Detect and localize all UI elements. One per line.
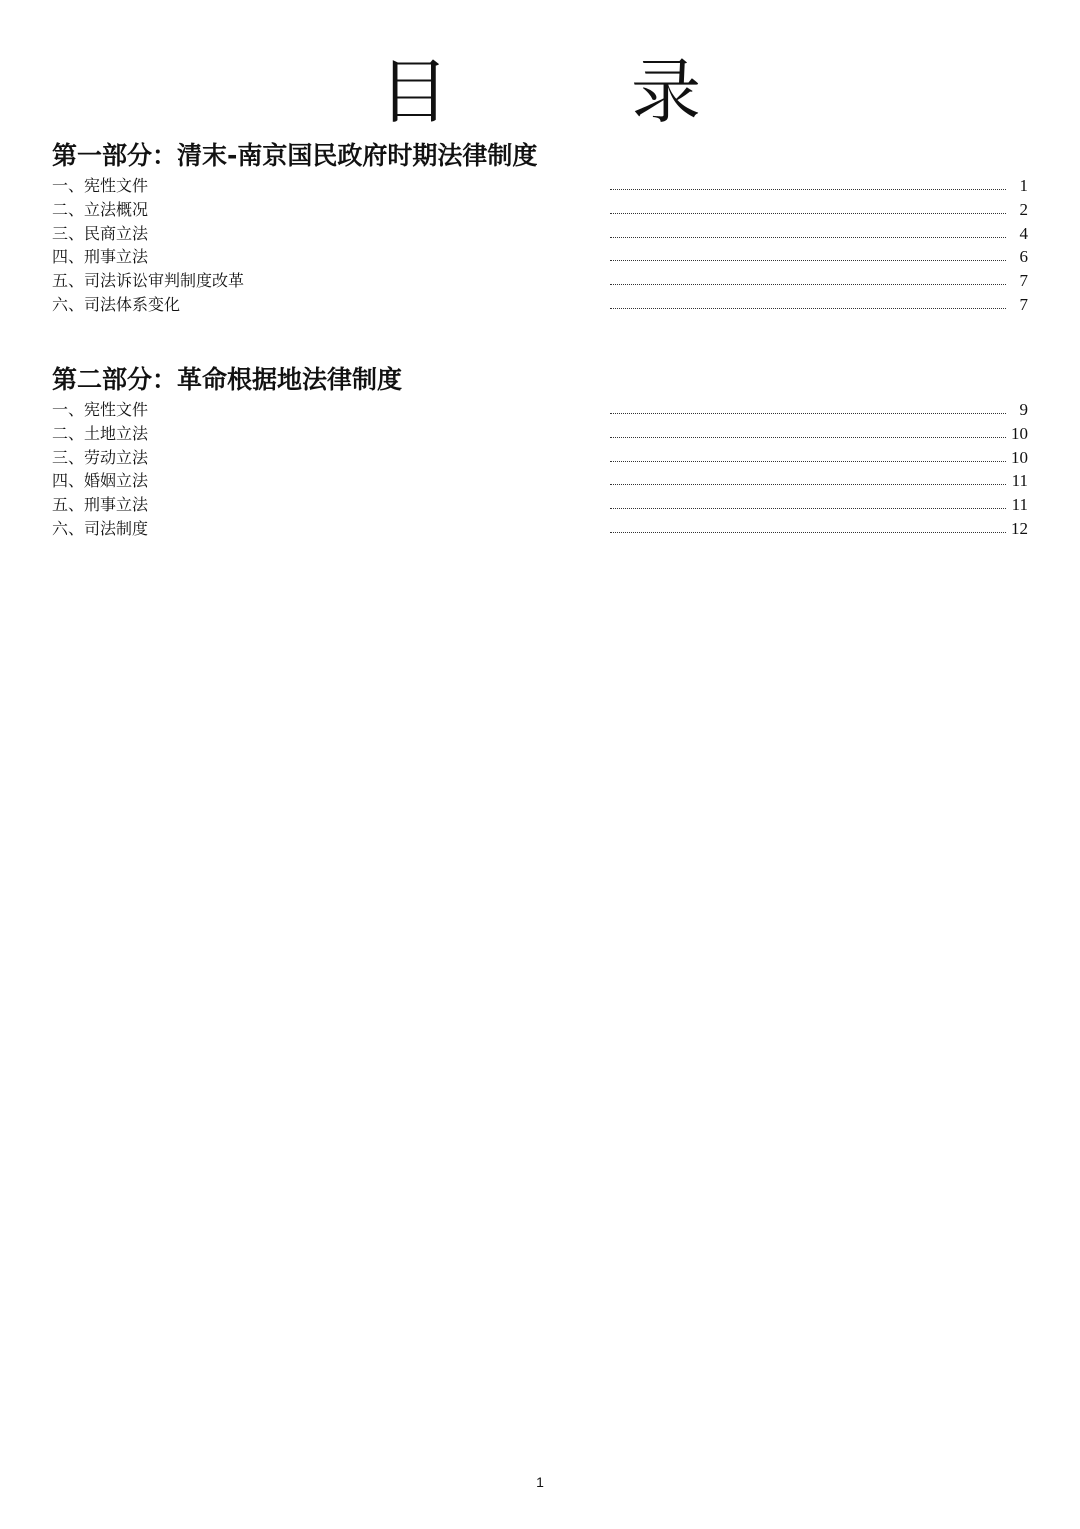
dot-leader [610,308,1006,309]
toc-entry[interactable] [52,446,1028,470]
toc-entry-page: 10 [1011,447,1028,467]
toc-entry-label: 二、土地立法 [52,423,149,443]
toc-entry[interactable] [52,174,1028,198]
toc-section-part-two [52,362,1028,541]
dot-leader [610,413,1006,414]
toc-entry-label: 四、刑事立法 [52,247,149,267]
page-number: 1 [536,1474,544,1490]
dot-leader [610,237,1006,238]
toc-entry-page: 7 [1019,271,1028,291]
dot-leader [610,437,1006,438]
dot-leader [610,484,1006,485]
toc-section-part-one [52,138,1028,317]
toc-entry[interactable] [52,493,1028,517]
toc-entry-label: 一、宪性文件 [52,176,149,195]
toc-entry[interactable] [52,293,1028,317]
dot-leader [610,189,1006,190]
toc-entry-page: 1 [1019,176,1028,195]
toc-entry-page: 10 [1011,423,1028,443]
toc-entry[interactable] [52,198,1028,222]
toc-entry-label: 五、司法诉讼审判制度改革 [52,271,245,291]
toc-list [52,174,1028,317]
section-heading: 第二部分：革命根据地法律制度 [52,365,403,394]
dot-leader [610,213,1006,214]
dot-leader [610,508,1006,509]
toc-entry-page: 6 [1019,247,1028,267]
dot-leader [610,461,1006,462]
toc-entry-page: 11 [1011,471,1028,491]
toc-entry[interactable] [52,398,1028,422]
toc-entry-page: 11 [1011,495,1028,515]
toc-entry-page: 2 [1019,199,1028,219]
toc-list [52,398,1028,541]
dot-leader [610,532,1006,533]
toc-entry-label: 三、民商立法 [52,223,149,243]
toc-entry-page: 4 [1019,223,1028,243]
toc-entry-page: 12 [1011,518,1028,538]
toc-entry[interactable] [52,245,1028,269]
dot-leader [610,284,1006,285]
toc-entry[interactable] [52,469,1028,493]
toc-entry[interactable] [52,517,1028,541]
toc-entry[interactable] [52,269,1028,293]
toc-entry-label: 六、司法制度 [52,518,149,538]
toc-entry-label: 一、宪性文件 [52,400,149,419]
toc-entry-label: 四、婚姻立法 [52,471,149,491]
toc-entry-label: 二、立法概况 [52,199,149,219]
toc-entry-label: 五、刑事立法 [52,495,149,515]
section-heading: 第一部分：清末-南京国民政府时期法律制度 [52,141,538,170]
toc-entry-page: 9 [1019,400,1028,419]
toc-entry-label: 六、司法体系变化 [52,294,181,314]
toc-entry-label: 三、劳动立法 [52,447,149,467]
page-title: 目 录 [379,51,757,133]
toc-entry-page: 7 [1019,294,1028,314]
toc-entry[interactable] [52,222,1028,246]
dot-leader [610,260,1006,261]
toc-entry[interactable] [52,422,1028,446]
